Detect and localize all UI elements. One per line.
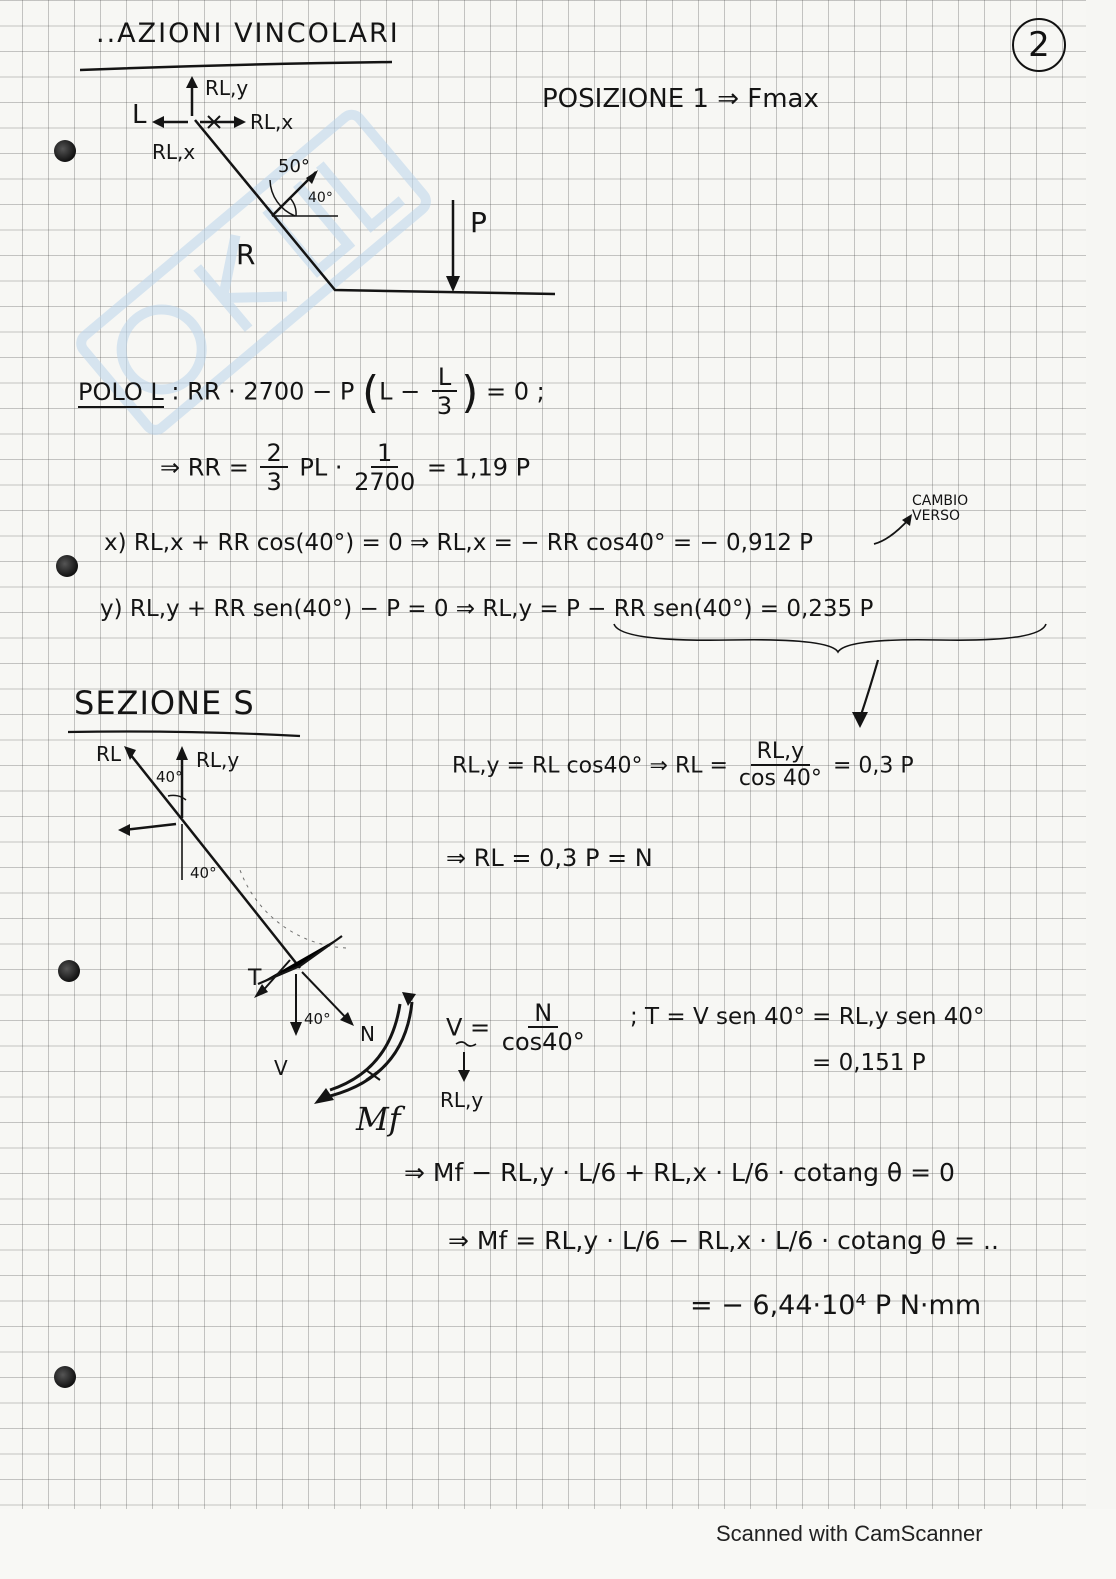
rr-frac2-den: 2700 — [354, 468, 416, 497]
mf-equation-2: ⇒ Mf = RL,y · L/6 − RL,x · L/6 · cotang θ = .. — [448, 1226, 999, 1255]
rl-eq-left: RL,y = RL cos40° ⇒ RL = — [452, 753, 728, 779]
sezione-underline — [68, 726, 308, 740]
rl-eq-den: cos 40° — [738, 766, 822, 792]
v-left: V = — [446, 1013, 491, 1042]
page-number: 2 — [1028, 25, 1050, 65]
sezione-Mf-label: Mf — [356, 1100, 401, 1138]
diagram1-angle40-label: 40° — [308, 190, 333, 206]
rr-frac1-num: 2 — [260, 440, 287, 468]
v-subarrow — [452, 1040, 482, 1084]
sezione-angle-top: 40° — [156, 768, 183, 786]
sezione-rly-label: RL,y — [196, 748, 240, 772]
v-den: cos40° — [501, 1028, 585, 1057]
polo-label: POLO L — [78, 377, 164, 406]
v-sub-label: RL,y — [440, 1088, 484, 1112]
page-number-badge — [1012, 18, 1066, 72]
diagram1-P-label: P — [470, 206, 487, 239]
sezione-diagram — [90, 740, 450, 1140]
right-margin — [1086, 0, 1116, 1579]
scanner-footer: Scanned with CamScanner — [716, 1521, 983, 1546]
polo-eq-left: : RR · 2700 − P — [171, 377, 355, 406]
t-result: = 0,151 P — [812, 1050, 926, 1076]
sezione-N-label: N — [360, 1022, 375, 1046]
diagram1-rlx-left-label: RL,x — [152, 140, 196, 164]
rr-equation — [160, 440, 530, 497]
cambio-verso-arrow — [870, 510, 920, 550]
v-fraction — [502, 1000, 585, 1057]
rl-eq-fraction — [739, 740, 822, 793]
punch-hole-2 — [56, 555, 78, 577]
rr-fraction-1 — [260, 440, 287, 497]
rr-result: = 1,19 P — [426, 453, 531, 482]
polo-eq-inner: L − — [379, 377, 421, 406]
diagram1-angle50-label: 50° — [278, 156, 310, 177]
y-equation: y) RL,y + RR sen(40°) − P = 0 ⇒ RL,y = P − RR sen(40°) = 0,235 P — [100, 596, 874, 622]
diagram1-rlx-right-label: RL,x — [250, 110, 294, 134]
mf-equation-1: ⇒ Mf − RL,y · L/6 + RL,x · L/6 · cotang θ = 0 — [404, 1158, 955, 1187]
sezione-angle-bottom: 40° — [190, 864, 217, 882]
rl-eq-result: = 0,3 P — [832, 753, 914, 779]
v-num: N — [528, 1000, 558, 1028]
polo-frac-den: 3 — [436, 392, 453, 421]
rr-left: ⇒ RR = — [160, 453, 249, 482]
sezione-T-label: T — [248, 966, 262, 991]
diagram1-rly-label: RL,y — [205, 76, 249, 100]
rr-mid: PL · — [299, 453, 343, 482]
sezione-V-label: V — [274, 1056, 288, 1080]
polo-equation: POLO L : RR · 2700 − P (L − $\frac{L}{3}$ ) = 0 ; — [78, 363, 545, 421]
rl-n-equation: ⇒ RL = 0,3 P = N — [446, 844, 653, 872]
beam-diagram — [120, 70, 580, 310]
diagram1-L-label: L — [132, 100, 147, 130]
sezione-rl-label: RL — [96, 742, 122, 766]
sezione-angle-mid: 40° — [304, 1010, 331, 1028]
polo-frac-num: L — [432, 364, 457, 392]
punch-hole-4 — [54, 1366, 76, 1388]
mf-result: = − 6,44·10⁴ P N·mm — [690, 1290, 982, 1321]
diagram1-R-label: R — [236, 238, 256, 271]
polo-fraction — [432, 364, 457, 421]
brace-and-arrow — [610, 618, 1060, 738]
position-label: POSIZIONE 1 ⇒ Fmax — [542, 84, 819, 114]
rr-frac2-num: 1 — [371, 440, 398, 468]
page-title: ..AZIONI VINCOLARI — [96, 18, 400, 49]
t-equation: ; T = V sen 40° = RL,y sen 40° — [630, 1004, 985, 1030]
rr-fraction-2 — [354, 440, 415, 497]
rl-eq-num: RL,y — [751, 740, 811, 766]
polo-eq-right: = 0 ; — [486, 377, 545, 406]
rl-equation — [452, 740, 914, 793]
rr-frac1-den: 3 — [266, 468, 282, 497]
punch-hole-1 — [54, 140, 76, 162]
sezione-title: SEZIONE S — [74, 684, 255, 722]
punch-hole-3 — [58, 960, 80, 982]
x-equation: x) RL,x + RR cos(40°) = 0 ⇒ RL,x = − RR cos40° = − 0,912 P — [104, 530, 814, 556]
cambio-verso-note: CAMBIO VERSO — [912, 493, 969, 525]
